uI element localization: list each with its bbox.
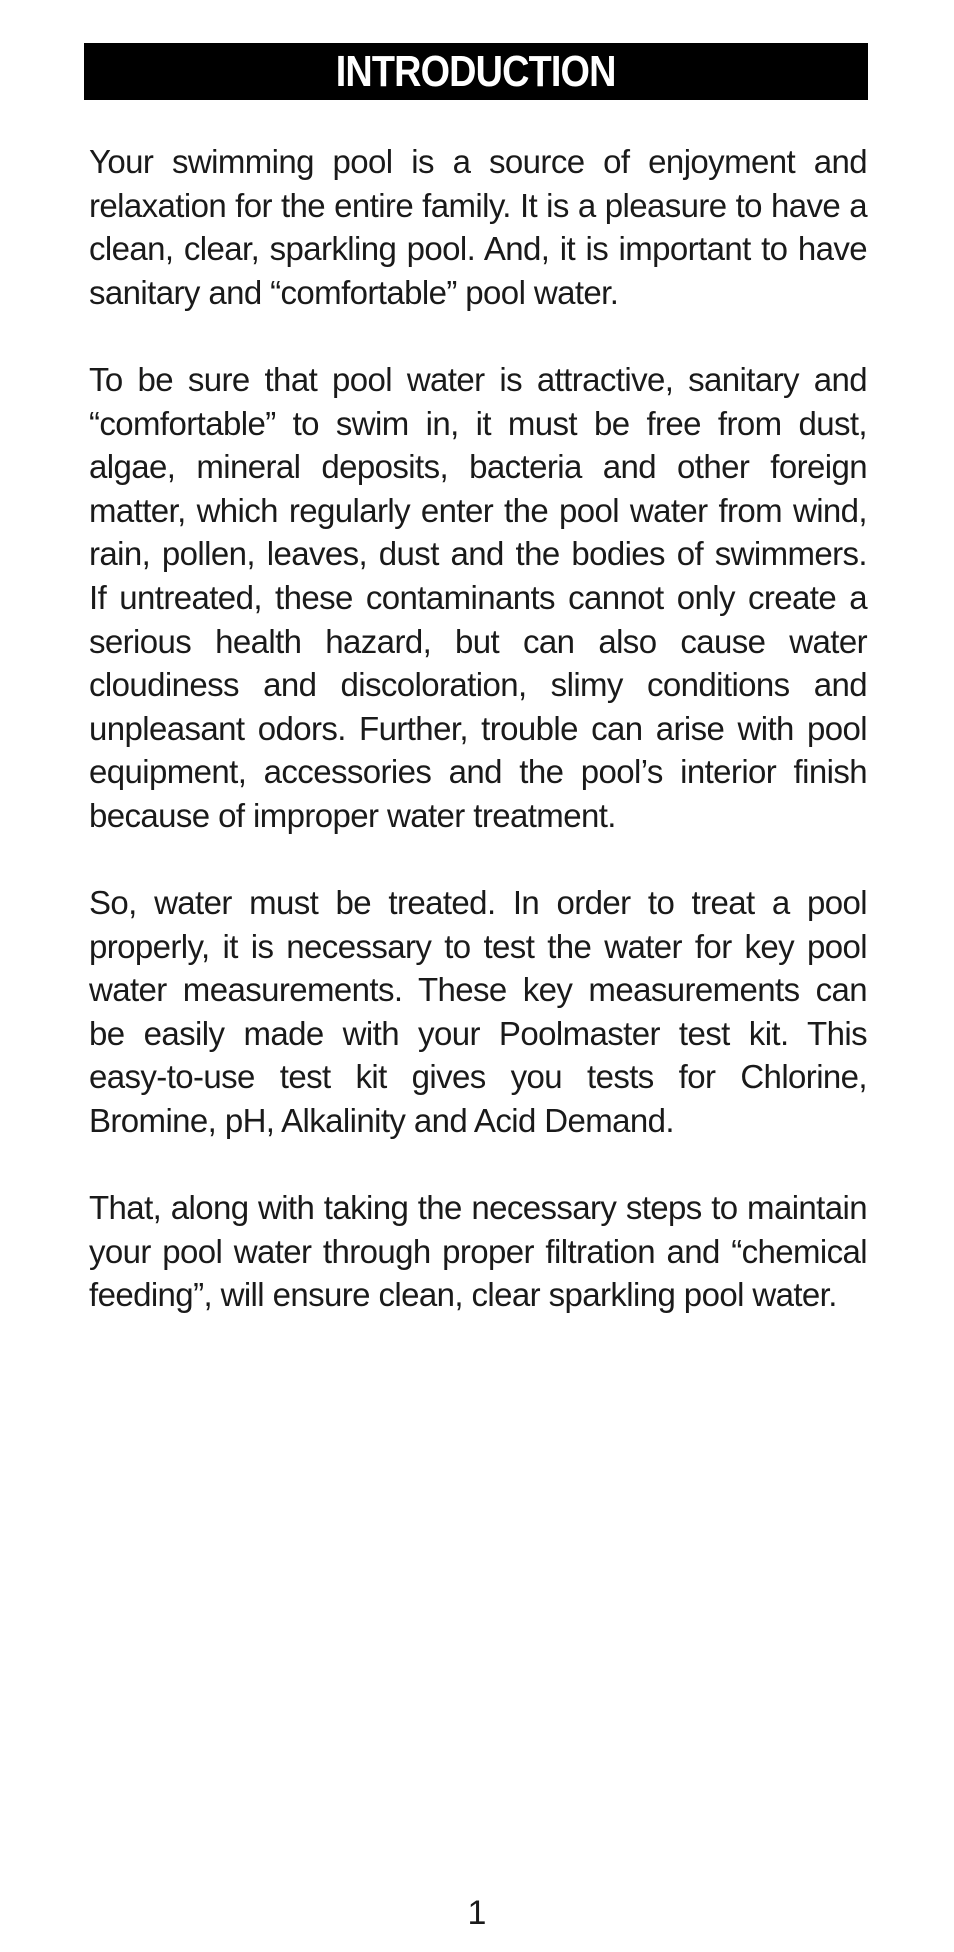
page-title: INTRODUCTION [336,46,616,96]
heading-bar [84,43,868,100]
paragraph-2: To be sure that pool water is attractive, sanitary and “comfortable” to swim in, it must be free from dust, algae, mineral deposits, bacteria and other foreign matter, which regularly enter the pool water from wind, rain, pollen, leaves, dust and the bodies of swimmers. If untreated, these contaminants cannot only create a serious health hazard, but can also cause water cloudiness and discoloration, slimy conditions and unpleasant odors. Further, trouble can arise with pool equipment, accessories and the pool’s interior finish because of improper water treatment. [89,360,867,834]
paragraph-4: That, along with taking the necessary steps to maintain your pool water through proper filtration and “chemical feeding”, will ensure clean, clear sparkling pool water. [89,1189,867,1314]
paragraph-1: Your swimming pool is a source of enjoyment and relaxation for the entire family. It is a pleasure to have a clean, clear, sparkling pool. And, it is important to have sanitary and “comfortable” pool water. [89,143,867,311]
body-text [89,140,867,1361]
page-number: 1 [467,1894,487,1932]
paragraph-3: So, water must be treated. In order to treat a pool properly, it is necessary to test the water for key pool water measurements. These key measurements can be easily made with your Poolmaster test kit. This easy-to-use test kit gives you tests for Chlorine, Bromine, pH, Alkalinity and Acid Demand. [89,884,867,1140]
